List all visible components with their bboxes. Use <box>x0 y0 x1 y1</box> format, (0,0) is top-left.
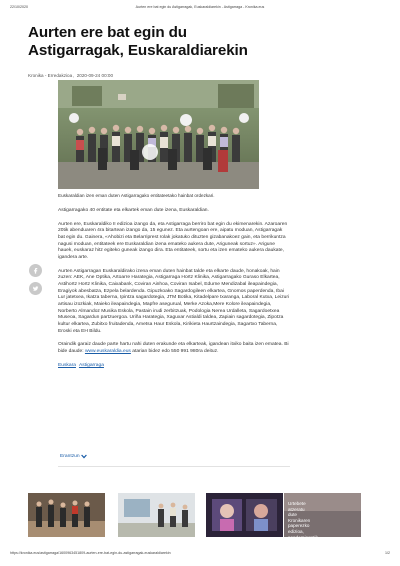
article-paragraph: Aurten Astigarragan Euskaraldirako izena eman duten hainbat talde eta elkarte daude, honakoak, hain zuzen: AEK, Ane Optika, Artoarre Harategia, Astigarraga Hortz Klinika, Astigarragako Guraso Elkartea, Astihortz Hortz Klinika, Caixabank, Coviran Ainhoa, Coviran Isabel, Edurne Mendizabal ileapaindegia, Eragiyok abesbatza, Ezpela belardenda. Gipuzkoako Sagardogileen elkartea, Gnomos paperdenda, Ibai Lur jatetxea, Ikatza taberna, Ipintza sagardotegia, JTM Botika, Kitadelpare txaranga, Laboral Kutxa, Leizuri artisau izozkiak, Maieko ileapaindegia, Mapfre asegurual, Merke Azoka,Mere Kolore ileapaindegia, Norberto Almandoz Musika Eskola, Pastain irudi zerbitzuak, Podologia Nerea Urdalleta, Sagardoetxea Museoa, Sagardun partzuergoa. Uriña Harategia, Xaguxar Astialdi taldea, Zapiain sagardotegia, Zipotza kultur elkartea, Zubitxo fruitadenda, Ametsa Haur Eskola, Kirikieta Haurtzaindegia, Sagartxo Taberna, Eroski eta EH Bildu. <box>58 268 290 334</box>
article-paragraph: Astigarragako 40 entitate eta elkartek eman dute izena, Euskaraldian. <box>58 208 209 213</box>
related-article-1[interactable] <box>28 493 105 537</box>
related-photo-1 <box>28 493 105 537</box>
article-paragraph: Aurten ere, Euskaraldiko II edizioa izango da, eta Astigarraga berriro bat egin du ekimenarekin. Azaroaren 20tik abenduaren 4ra bitartean izango da, 15 egunez. Eta aurtengoan ere, aipatu moduan, Astigarragak bat egin du. Gainera, «Ahobizi eta Belarriprest rolak jokatuko dituzten gizabanakoez gain, eta berrikuntza nagusi moduan, entitateek ere Euskaraldian izena emateko aukera dute, Ariguneak sortuz». Arigune hauek, euskaraz hitz egiteko guneak izango dira. Eta entitateek, sortu eta izen emateko aukera daukate, igandera arte. <box>58 221 288 261</box>
related-articles <box>28 493 318 540</box>
meta-separator: , <box>73 73 75 78</box>
related-article-2[interactable] <box>118 493 195 537</box>
article-tags <box>58 363 290 370</box>
related-caption-4: Urtebete atzeratu dute Kronikaren paperezko edizioa, pandemiagatik <box>288 501 318 540</box>
print-date: 22/10/2020 <box>10 5 28 9</box>
chevron-down-icon <box>81 454 87 459</box>
print-page-number: 1/2 <box>385 551 390 555</box>
tag-astigarraga[interactable]: Astigarraga <box>78 362 104 368</box>
article-title: Aurten ere bat egin du Astigarragak, Euskaraldiarekin <box>28 24 248 59</box>
article-paragraph-registration <box>58 342 290 355</box>
related-photo-2 <box>118 493 195 537</box>
share-facebook-button[interactable] <box>29 264 42 277</box>
registration-text-after: atarian bidez edo 550 991 980ra deituz. <box>130 349 219 355</box>
comments-toggle[interactable] <box>60 454 87 459</box>
comments-label: Erantzun <box>60 454 80 459</box>
photo-caption: Euskaraldian izen eman duten Astigarragako entitateetako hainbat ordezkari. <box>58 193 215 198</box>
article-photo <box>58 80 259 189</box>
article-body <box>58 208 290 369</box>
article-meta <box>28 73 280 78</box>
euskaraldia-link[interactable]: www.euskaraldia.eus <box>84 349 131 355</box>
related-article-4[interactable] <box>284 493 318 540</box>
print-url: https://kronika.eus/astigarraga/1600963451809-aurten-ere-bat-egin-du-astigarragak-euskaraldiarekin <box>10 551 171 555</box>
print-footer <box>10 551 390 559</box>
related-article-3[interactable] <box>206 493 283 537</box>
article-date: 2020-09-24 00:00 <box>76 73 114 78</box>
twitter-icon <box>32 285 39 292</box>
group-photo <box>58 80 259 189</box>
tag-euskara[interactable]: Euskara <box>58 362 76 368</box>
share-twitter-button[interactable] <box>29 282 42 295</box>
facebook-icon <box>32 267 39 274</box>
article-author[interactable]: Kronika - Erredakzioa <box>28 73 73 78</box>
divider <box>58 466 290 467</box>
article-header <box>28 24 280 78</box>
print-header <box>10 5 390 13</box>
related-photo-3 <box>206 493 283 537</box>
print-page-title: Aurten ere bat egin du Astigarragak, Euskaraldiarekin - Astigarraga - Kronika.eus <box>135 5 265 9</box>
registration-text-before: Oraindik garaiz daude parte hartu nahi duten erakunde eta elkarteak, igandean itxiko baita izen ematea. Bi bide daude: <box>58 342 289 355</box>
